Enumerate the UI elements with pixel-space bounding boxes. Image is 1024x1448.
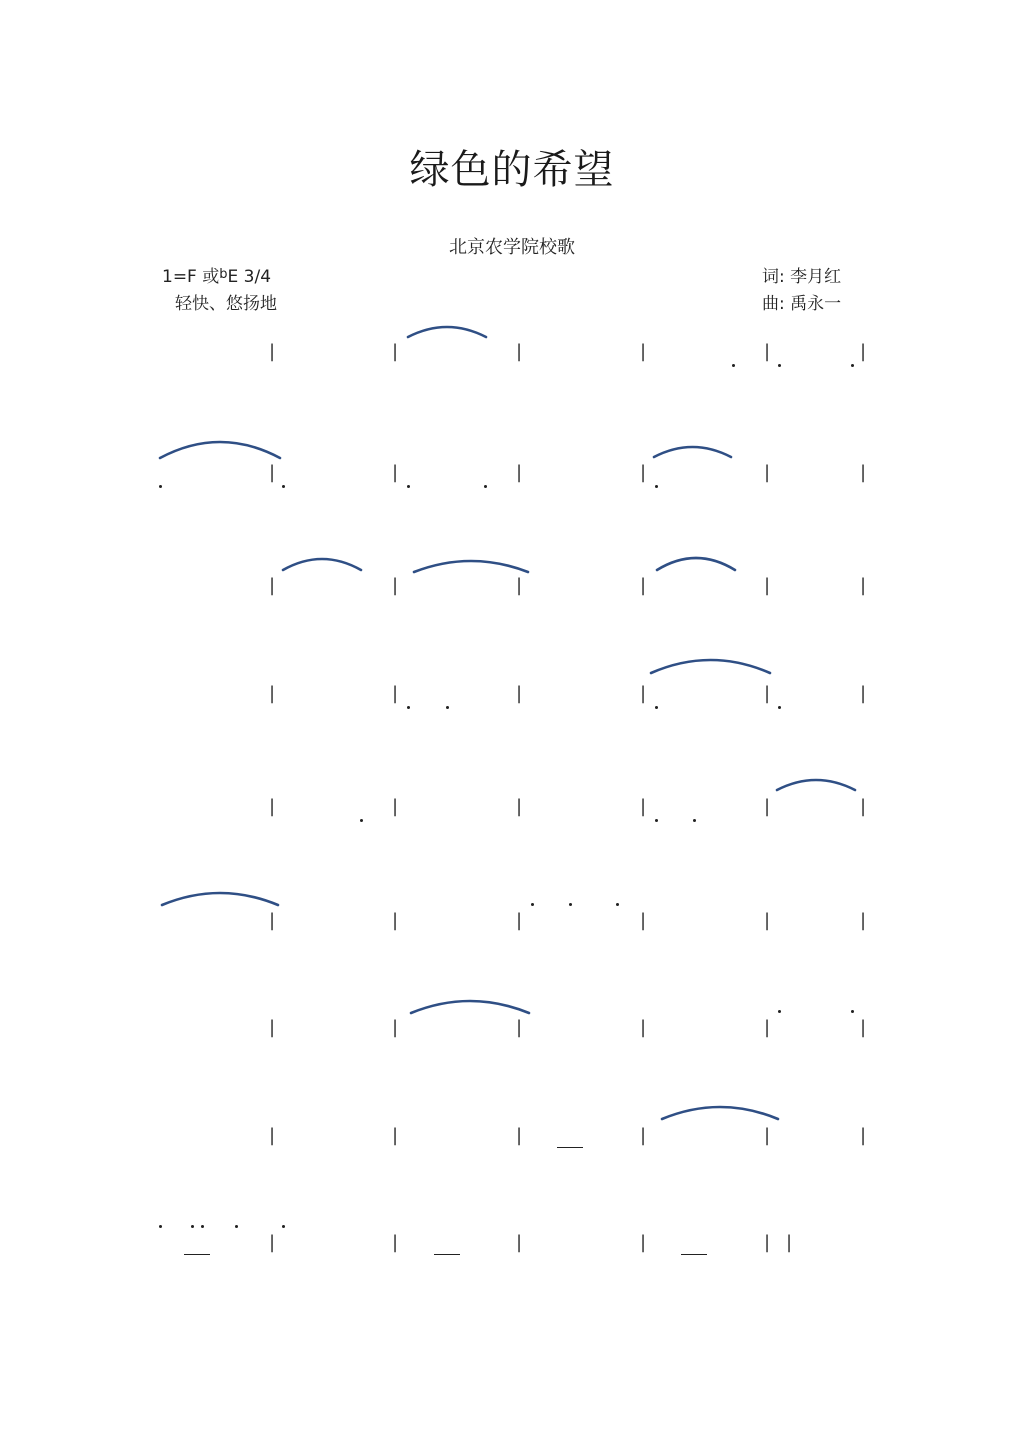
song-title: 绿色的希望	[409, 147, 615, 193]
key-prefix: 1=F 或	[162, 267, 220, 287]
bar-line: |	[268, 1232, 276, 1253]
slur-arc	[411, 1001, 529, 1013]
bar-line: |	[391, 910, 399, 931]
slur-arc	[654, 447, 731, 457]
bar-line: |	[515, 462, 523, 483]
bar-line: |	[391, 1232, 399, 1253]
slur-arc	[414, 561, 528, 572]
bar-line: |	[763, 575, 771, 596]
bar-line: |	[859, 341, 867, 362]
bar-line: |	[859, 796, 867, 817]
bar-line: |	[515, 910, 523, 931]
bar-line: |	[268, 462, 276, 483]
bar-line: |	[763, 1017, 771, 1038]
bar-line: |	[268, 683, 276, 704]
slur-arc	[160, 442, 280, 458]
bar-line: |	[639, 1232, 647, 1253]
composer-credit: 曲: 禹永一	[762, 294, 842, 314]
bar-line: |	[639, 1017, 647, 1038]
bar-line: |	[515, 341, 523, 362]
flat-sign: b	[219, 267, 228, 282]
bar-line: |	[859, 1125, 867, 1146]
slur-arc	[651, 660, 770, 673]
bar-line: |	[515, 796, 523, 817]
bar-line: |	[515, 1125, 523, 1146]
bar-line: |	[785, 1232, 793, 1253]
bar-line: |	[268, 1125, 276, 1146]
bar-line: |	[763, 683, 771, 704]
bar-line: |	[391, 462, 399, 483]
bar-line: |	[268, 910, 276, 931]
bar-line: |	[268, 341, 276, 362]
bar-line: |	[268, 575, 276, 596]
slur-arc	[408, 327, 486, 337]
bar-line: |	[639, 683, 647, 704]
bar-line: |	[639, 575, 647, 596]
bar-line: |	[391, 683, 399, 704]
bar-line: |	[859, 462, 867, 483]
song-subtitle: 北京农学院校歌	[449, 237, 575, 258]
bar-line: |	[515, 1017, 523, 1038]
bar-line: |	[515, 575, 523, 596]
tempo-marking: 轻快、悠扬地	[175, 294, 277, 314]
slur-arc	[662, 1107, 778, 1119]
bar-line: |	[859, 910, 867, 931]
slur-arc	[777, 780, 855, 790]
bar-line: |	[639, 462, 647, 483]
bar-line: |	[391, 796, 399, 817]
bar-line: |	[859, 1017, 867, 1038]
bar-line: |	[639, 1125, 647, 1146]
bar-line: |	[763, 462, 771, 483]
slur-arc	[162, 893, 278, 905]
slur-arc	[283, 559, 361, 570]
bar-line: |	[639, 910, 647, 931]
bar-line: |	[391, 1017, 399, 1038]
bar-line: |	[515, 683, 523, 704]
bar-line: |	[515, 1232, 523, 1253]
bar-line: |	[639, 341, 647, 362]
bar-line: |	[391, 341, 399, 362]
bar-line: |	[763, 1125, 771, 1146]
bar-line: |	[268, 1017, 276, 1038]
bar-line: |	[763, 796, 771, 817]
key-suffix: E 3/4	[227, 267, 272, 287]
bar-line: |	[763, 341, 771, 362]
bar-line: |	[391, 1125, 399, 1146]
bar-line: |	[268, 796, 276, 817]
bar-line: |	[859, 575, 867, 596]
bar-line: |	[639, 796, 647, 817]
bar-line: |	[763, 910, 771, 931]
bar-line: |	[391, 575, 399, 596]
slur-arc	[657, 558, 735, 570]
bar-line: |	[763, 1232, 771, 1253]
lyricist-credit: 词: 李月红	[762, 267, 842, 287]
bar-line: |	[859, 683, 867, 704]
